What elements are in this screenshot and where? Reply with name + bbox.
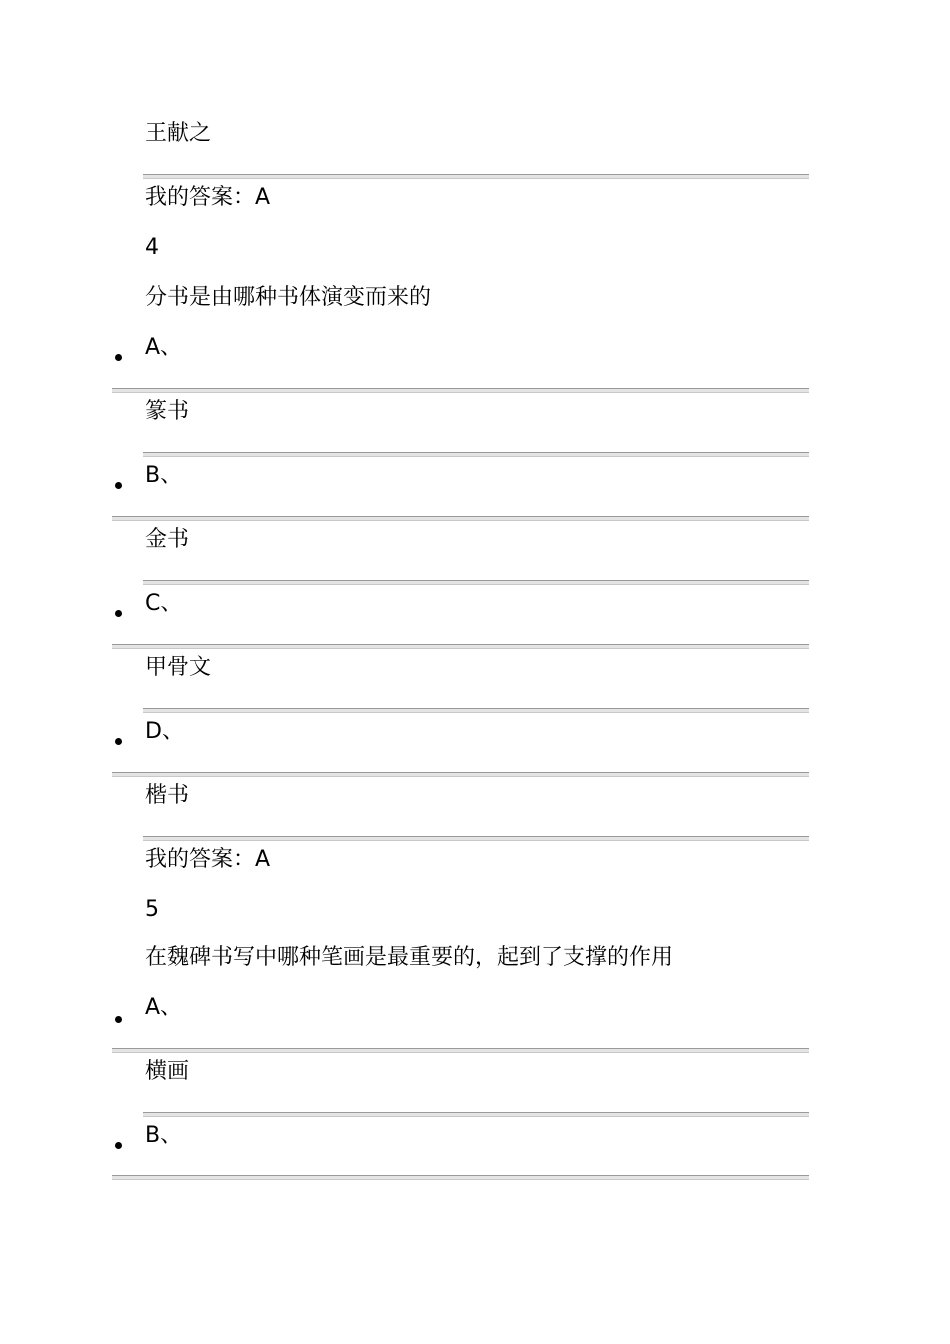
- separator: [112, 772, 809, 777]
- separator: [112, 1175, 809, 1180]
- question-prompt: 在魏碑书写中哪种笔画是最重要的，起到了支撑的作用: [145, 945, 674, 970]
- option-bullet: [115, 354, 122, 361]
- option-bullet: [115, 1016, 122, 1023]
- my-answer: 我的答案：A: [145, 847, 271, 872]
- option-bullet: [115, 610, 122, 617]
- option-label[interactable]: D、: [145, 719, 184, 744]
- separator: [112, 1048, 809, 1053]
- option-text: 甲骨文: [145, 655, 212, 680]
- option-bullet: [115, 738, 122, 745]
- option-label[interactable]: B、: [145, 1123, 183, 1148]
- option-label[interactable]: A、: [145, 995, 183, 1020]
- option-label[interactable]: A、: [145, 335, 183, 360]
- option-text: 金书: [145, 527, 190, 552]
- option-bullet: [115, 482, 122, 489]
- separator: [112, 644, 809, 649]
- separator: [143, 580, 809, 585]
- separator: [143, 174, 809, 179]
- question-number: 4: [145, 235, 159, 260]
- option-bullet: [115, 1142, 122, 1149]
- option-text: 篆书: [145, 399, 190, 424]
- option-text: 王献之: [145, 121, 212, 146]
- option-label[interactable]: C、: [145, 591, 183, 616]
- question-number: 5: [145, 897, 159, 922]
- separator: [143, 452, 809, 457]
- option-text: 楷书: [145, 783, 190, 808]
- question-prompt: 分书是由哪种书体演变而来的: [145, 285, 432, 310]
- option-label[interactable]: B、: [145, 463, 183, 488]
- separator: [143, 1112, 809, 1117]
- separator: [112, 516, 809, 521]
- separator: [112, 388, 809, 393]
- my-answer: 我的答案：A: [145, 185, 271, 210]
- separator: [143, 708, 809, 713]
- option-text: 横画: [145, 1059, 190, 1084]
- separator: [143, 836, 809, 841]
